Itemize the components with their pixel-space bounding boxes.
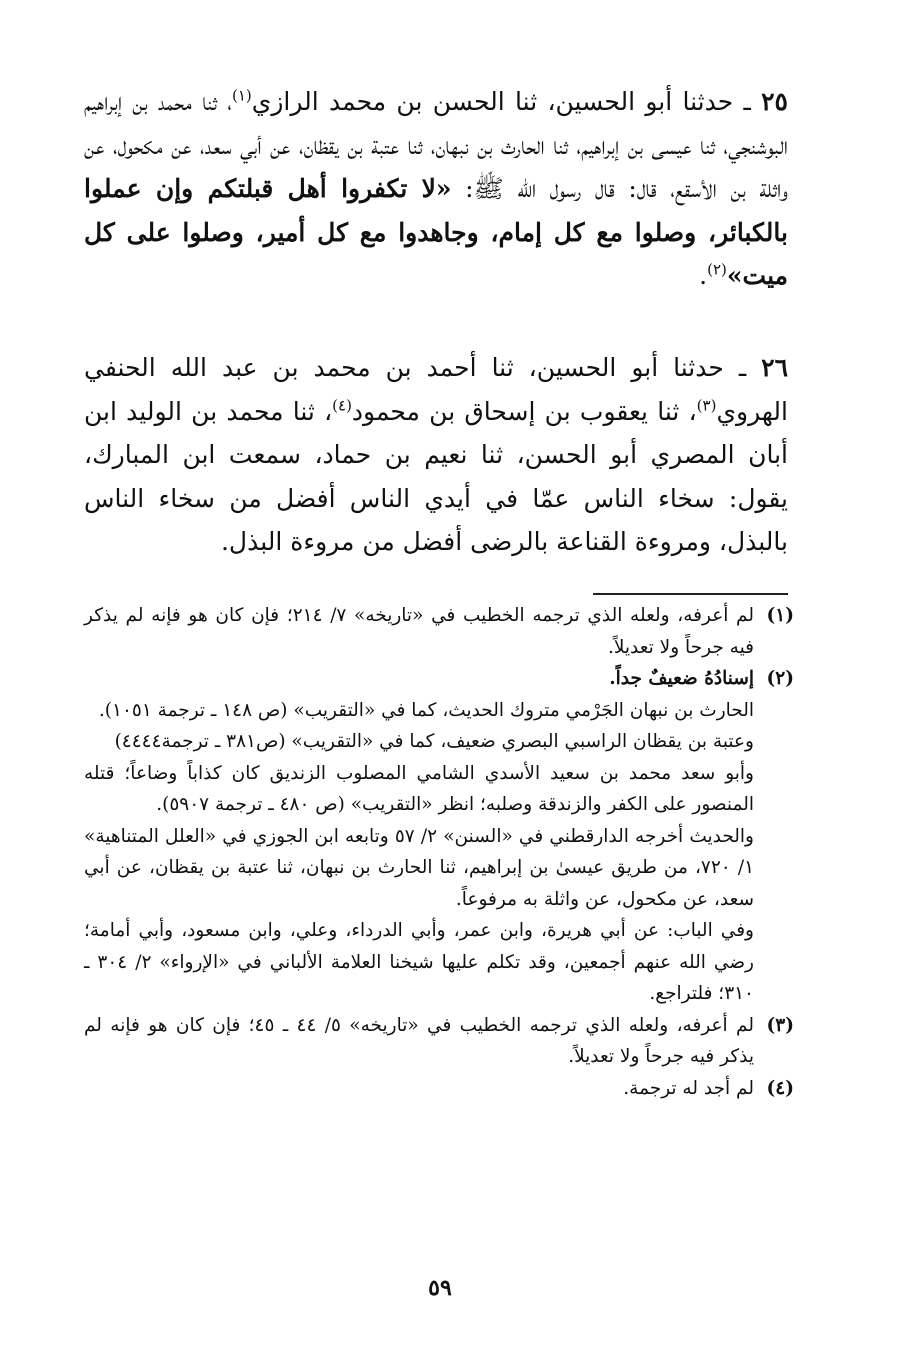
- footnote-2: [84, 663, 794, 695]
- hadith-paragraph-26: [84, 346, 788, 564]
- footnote-paragraph: وعتبة بن يقظان الراسبي البصري ضعيف، كما في «التقريب» (ص٣٨١ ـ ترجمة٤٤٤٤): [114, 731, 754, 752]
- footnote-paragraph: وأبو سعد محمد بن سعيد الأسدي الشامي المصلوب الزنديق كان كذاباً وضاعاً؛ قتله المنصور على الكفر والزندقة وصلبه؛ انظر «التقريب» (ص ٤٨٠ ـ ترجمة ٥٩٠٧).: [84, 762, 754, 815]
- hadith-number: ٢٦: [761, 353, 788, 382]
- footnote-number: (٢): [766, 668, 794, 689]
- footnote-reference[interactable]: (١): [232, 86, 252, 105]
- sentence-end: .: [699, 261, 708, 290]
- isnad-text: ، ثنا محمد بن إبراهيم البوشنجي، ثنا عيسى بن إبراهيم، ثنا الحارث بن نبهان، ثنا عتبة بن يقظان، عن أبي سعد، عن مكحول، عن واثلة بن الأسقع، قال: قال رسول الله ﷺ:: [84, 87, 788, 203]
- footnote-paragraph: والحديث أخرجه الدارقطني في «السنن» ٢/ ٥٧ وتابعه ابن الجوزي في «العلل المتناهية» ١/ ٧٢٠، من طريق عيسىٰ بن إبراهيم، ثنا الحارث بن نبهان، ثنا عتبة بن يقظان، عن أبي سعد، عن مكحول، عن واثلة به مرفوعاً.: [84, 825, 754, 910]
- footnote-text: لم أعرفه، ولعله الذي ترجمه الخطيب في «تاريخه» ٧/ ٢١٤؛ فإن كان هو فإنه لم يذكر فيه جرحاً ولا تعديلاً.: [84, 605, 754, 658]
- narration-text: ، ثنا محمد بن الوليد ابن أبان المصري أبو الحسن، ثنا نعيم بن حماد، سمعت ابن المبارك، يقول: سخاء الناس عمّا في أيدي الناس أفضل من سخاء الناس بالبذل، ومروءة القناعة بالرضى أفضل من مروءة البذل.: [84, 396, 788, 556]
- footnote-reference[interactable]: (٤): [332, 396, 352, 415]
- footnote-number: (١): [766, 605, 794, 626]
- isnad-text: ، ثنا يعقوب بن إسحاق بن محمود: [351, 396, 697, 426]
- hadith-number: ٢٥: [761, 87, 788, 116]
- footnote-reference[interactable]: (٢): [707, 260, 727, 279]
- footnote-reference[interactable]: (٣): [696, 396, 717, 415]
- footnote-3: [84, 1010, 794, 1073]
- hadith-matn: «لا تكفروا أهل قبلتكم وإن عملوا بالكبائر، وصلوا مع كل إمام، وجاهدوا مع كل أمير، وصلوا على كل ميت»: [84, 174, 788, 290]
- footnotes-section: [84, 600, 794, 1104]
- footnote-number: (٣): [766, 1014, 794, 1036]
- footnote-1: [84, 600, 794, 663]
- footnote-4: [84, 1073, 794, 1105]
- page-number: ٥٩: [428, 1275, 452, 1301]
- footnote-heading: إسنادُهُ ضعيفٌ جداً.: [609, 668, 754, 689]
- hadith-paragraph-25: [84, 80, 788, 298]
- footnote-paragraph: الحارث بن نبهان الجَرْمي متروك الحديث، كما في «التقريب» (ص ١٤٨ ـ ترجمة ١٠٥١).: [98, 699, 754, 721]
- isnad-text: ـ حدثنا أبو الحسين، ثنا الحسن بن محمد الرازي: [251, 87, 762, 116]
- footnote-number: (٤): [766, 1077, 794, 1099]
- footnote-separator: [593, 593, 788, 595]
- footnote-text: لم أجد له ترجمة.: [623, 1077, 754, 1099]
- footnote-paragraph: وفي الباب: عن أبي هريرة، وابن عمر، وأبي الدرداء، وعلي، وابن مسعود، وأبي أمامة؛ رضي الله عنهم أجمعين، وقد تكلم عليها شيخنا العلامة الألباني في «الإرواء» ٢/ ٣٠٤ ـ ٣١٠؛ فلتراجع.: [84, 920, 754, 1004]
- isnad-text: ـ حدثنا أبو الحسين، ثنا أحمد بن محمد بن عبد الله الحنفي الهروي: [84, 353, 788, 426]
- footnote-text: لم أعرفه، ولعله الذي ترجمه الخطيب في «تاريخه» ٥/ ٤٤ ـ ٤٥؛ فإن كان هو فإنه لم يذكر فيه جرحاً ولا تعديلاً.: [84, 1014, 754, 1067]
